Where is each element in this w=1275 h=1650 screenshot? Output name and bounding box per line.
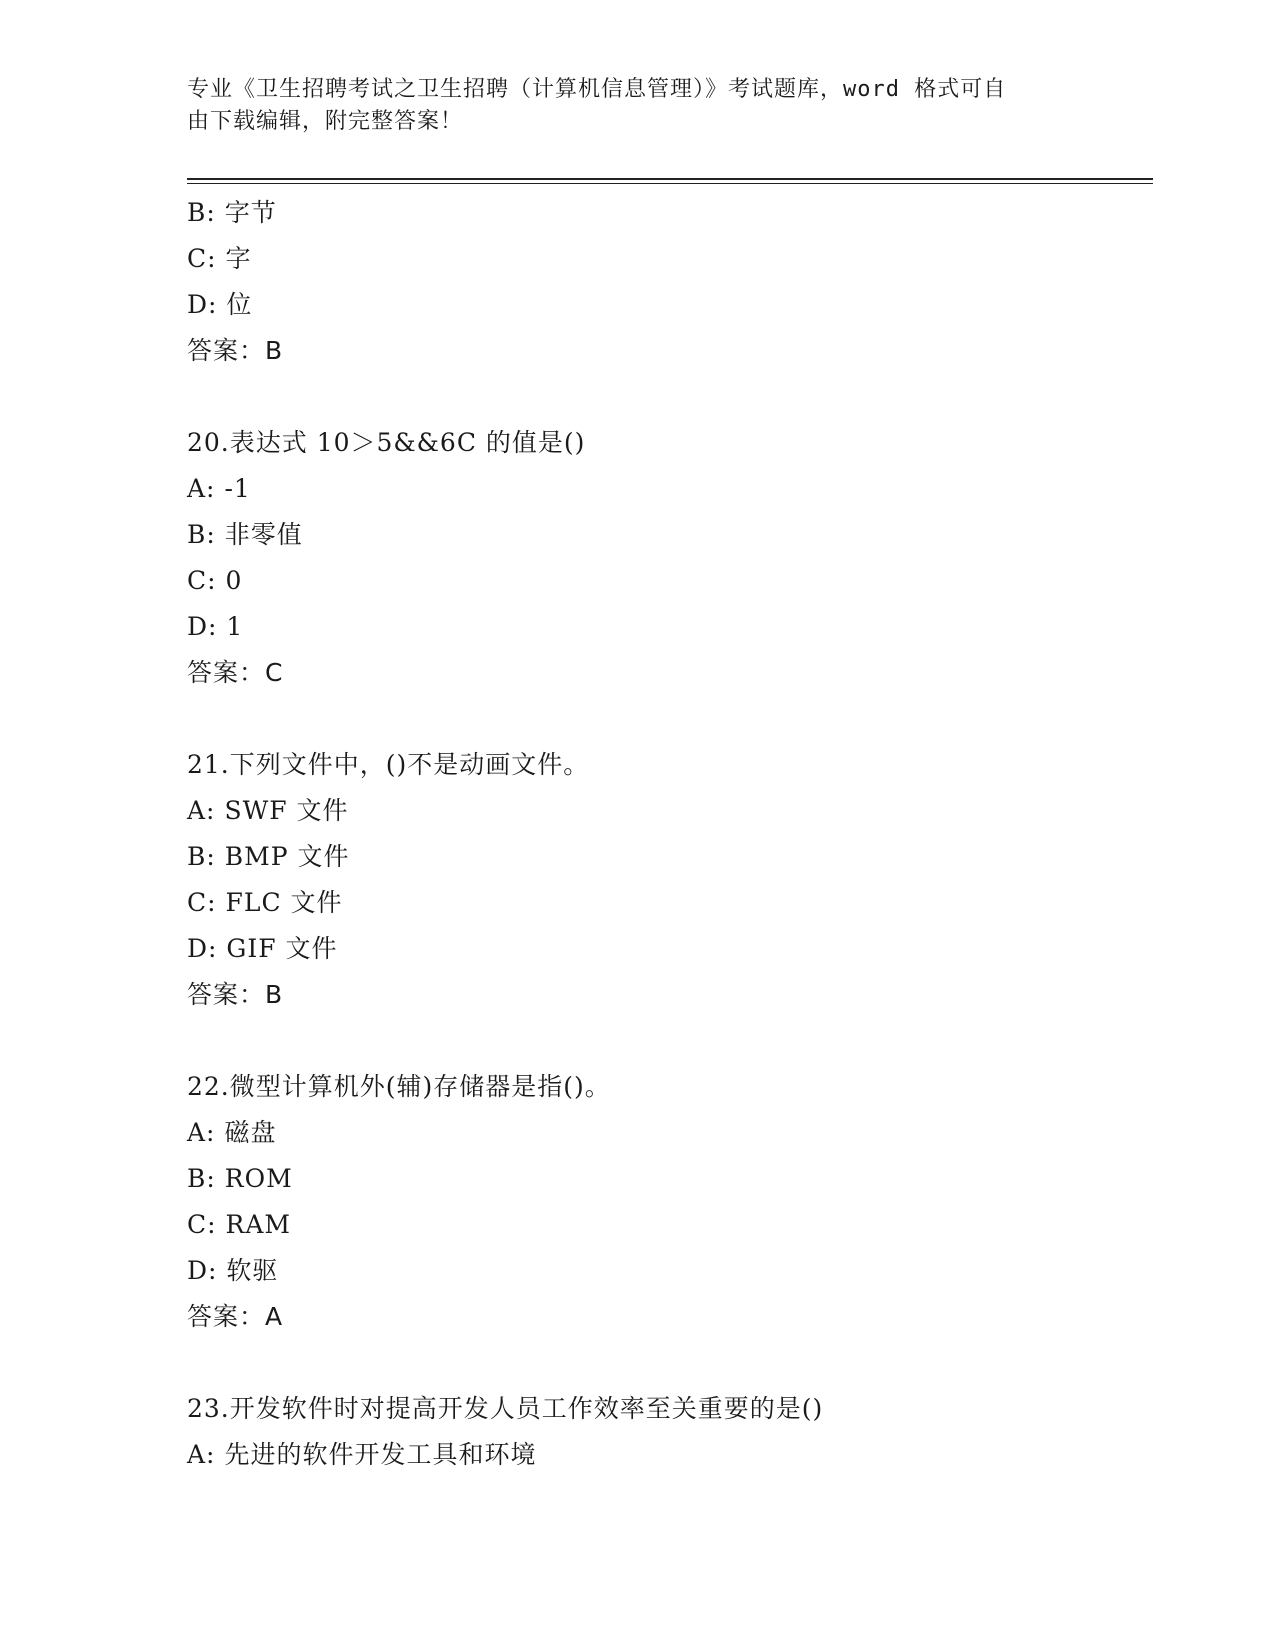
- option-text: 磁盘: [224, 1118, 277, 1147]
- option-text: 软驱: [226, 1256, 279, 1285]
- answer-line: 答案：C: [187, 658, 284, 687]
- option-line: [187, 1110, 1147, 1156]
- answer-line: 答案：B: [187, 336, 284, 365]
- document-header: [187, 74, 1067, 138]
- option-label: A:: [187, 1440, 216, 1469]
- answer-line: 答案：A: [187, 1302, 284, 1331]
- option-line: [187, 236, 1147, 282]
- option-text: FLC 文件: [225, 888, 343, 917]
- option-label: D:: [187, 934, 218, 963]
- option-label: A:: [187, 1118, 216, 1147]
- option-line: [187, 1202, 1147, 1248]
- option-line: [187, 1432, 1147, 1478]
- option-text: 先进的软件开发工具和环境: [224, 1440, 537, 1469]
- option-label: D:: [187, 290, 218, 319]
- question-stem: 21.下列文件中，()不是动画文件。: [187, 750, 590, 779]
- header-title-line-2: 由下载编辑，附完整答案！: [187, 109, 464, 134]
- question-block-22: [187, 1064, 1147, 1340]
- option-label: D:: [187, 612, 218, 641]
- option-line: [187, 558, 1147, 604]
- question-block-21: [187, 742, 1147, 1018]
- option-label: B:: [187, 1164, 216, 1193]
- question-stem: 20.表达式 10＞5&&6C 的值是(): [187, 428, 586, 457]
- question-stem: 23.开发软件时对提高开发人员工作效率至关重要的是(): [187, 1394, 824, 1423]
- option-text: GIF 文件: [226, 934, 338, 963]
- option-label: B:: [187, 520, 216, 549]
- option-label: C:: [187, 888, 217, 917]
- header-divider-thick: [187, 178, 1153, 180]
- option-label: C:: [187, 244, 217, 273]
- option-line: [187, 788, 1147, 834]
- option-label: A:: [187, 474, 216, 503]
- option-text: -1: [224, 474, 251, 503]
- question-block-23: [187, 1386, 1147, 1478]
- option-label: C:: [187, 566, 217, 595]
- option-line: [187, 834, 1147, 880]
- header-divider-thin: [187, 183, 1153, 184]
- question-list: [187, 190, 1147, 1478]
- question-stem: 22.微型计算机外(辅)存储器是指()。: [187, 1072, 611, 1101]
- header-title-line-1: 专业《卫生招聘考试之卫生招聘（计算机信息管理）》考试题库，word 格式可自: [187, 77, 1007, 102]
- option-line: [187, 512, 1147, 558]
- option-line: [187, 190, 1147, 236]
- option-text: 字: [225, 244, 252, 273]
- answer-line: 答案：B: [187, 980, 284, 1009]
- option-label: A:: [187, 796, 216, 825]
- option-line: [187, 604, 1147, 650]
- option-text: 非零值: [224, 520, 303, 549]
- option-text: 位: [226, 290, 253, 319]
- option-line: [187, 1156, 1147, 1202]
- option-text: 字节: [224, 198, 277, 227]
- option-line: [187, 1248, 1147, 1294]
- option-line: [187, 466, 1147, 512]
- option-label: B:: [187, 198, 216, 227]
- question-block-19: [187, 190, 1147, 374]
- question-block-20: [187, 420, 1147, 696]
- option-line: [187, 880, 1147, 926]
- option-label: D:: [187, 1256, 218, 1285]
- option-text: RAM: [225, 1210, 291, 1239]
- option-line: [187, 926, 1147, 972]
- option-text: 1: [226, 612, 244, 641]
- option-text: ROM: [224, 1164, 293, 1193]
- option-text: 0: [225, 566, 243, 595]
- option-text: SWF 文件: [224, 796, 349, 825]
- option-label: C:: [187, 1210, 217, 1239]
- option-text: BMP 文件: [224, 842, 350, 871]
- option-line: [187, 282, 1147, 328]
- option-label: B:: [187, 842, 216, 871]
